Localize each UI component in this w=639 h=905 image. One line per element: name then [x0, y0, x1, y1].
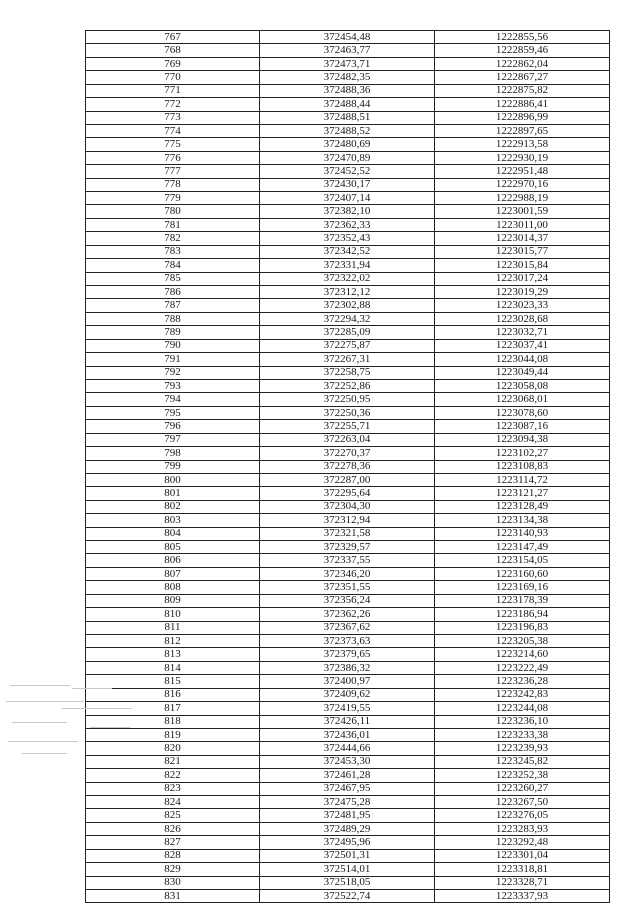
table-row [86, 433, 610, 446]
y-coordinate-cell: 1223244,08 [435, 702, 610, 715]
x-coordinate-cell: 372488,36 [260, 84, 435, 97]
point-number-cell: 782 [86, 232, 260, 245]
y-coordinate-cell: 1222875,82 [435, 84, 610, 97]
point-number-cell: 768 [86, 44, 260, 57]
y-coordinate-cell: 1222862,04 [435, 57, 610, 70]
point-number-cell: 819 [86, 728, 260, 741]
x-coordinate-cell: 372250,95 [260, 393, 435, 406]
x-coordinate-cell: 372331,94 [260, 259, 435, 272]
y-coordinate-cell: 1223121,27 [435, 487, 610, 500]
x-coordinate-cell: 372470,89 [260, 151, 435, 164]
y-coordinate-cell: 1223017,24 [435, 272, 610, 285]
x-coordinate-cell: 372501,31 [260, 849, 435, 862]
y-coordinate-cell: 1223186,94 [435, 608, 610, 621]
y-coordinate-cell: 1223011,00 [435, 218, 610, 231]
point-number-cell: 775 [86, 138, 260, 151]
table-row [86, 420, 610, 433]
table-row [86, 581, 610, 594]
point-number-cell: 829 [86, 863, 260, 876]
x-coordinate-cell: 372287,00 [260, 473, 435, 486]
coordinates-sheet [85, 30, 609, 903]
point-number-cell: 779 [86, 192, 260, 205]
point-number-cell: 825 [86, 809, 260, 822]
x-coordinate-cell: 372514,01 [260, 863, 435, 876]
x-coordinate-cell: 372407,14 [260, 192, 435, 205]
point-number-cell: 794 [86, 393, 260, 406]
x-coordinate-cell: 372278,36 [260, 460, 435, 473]
point-number-cell: 786 [86, 286, 260, 299]
table-row [86, 366, 610, 379]
x-coordinate-cell: 372258,75 [260, 366, 435, 379]
y-coordinate-cell: 1222897,65 [435, 124, 610, 137]
x-coordinate-cell: 372267,31 [260, 353, 435, 366]
y-coordinate-cell: 1223260,27 [435, 782, 610, 795]
point-number-cell: 792 [86, 366, 260, 379]
table-row [86, 487, 610, 500]
table-row [86, 379, 610, 392]
point-number-cell: 820 [86, 742, 260, 755]
x-coordinate-cell: 372302,88 [260, 299, 435, 312]
x-coordinate-cell: 372481,95 [260, 809, 435, 822]
table-row [86, 460, 610, 473]
x-coordinate-cell: 372461,28 [260, 769, 435, 782]
table-row [86, 621, 610, 634]
table-row [86, 836, 610, 849]
x-coordinate-cell: 372252,86 [260, 379, 435, 392]
y-coordinate-cell: 1223252,38 [435, 769, 610, 782]
point-number-cell: 810 [86, 608, 260, 621]
table-row [86, 232, 610, 245]
x-coordinate-cell: 372488,52 [260, 124, 435, 137]
y-coordinate-cell: 1222988,19 [435, 192, 610, 205]
x-coordinate-cell: 372351,55 [260, 581, 435, 594]
table-row [86, 567, 610, 580]
point-number-cell: 797 [86, 433, 260, 446]
point-number-cell: 813 [86, 648, 260, 661]
y-coordinate-cell: 1223236,10 [435, 715, 610, 728]
table-row [86, 138, 610, 151]
x-coordinate-cell: 372263,04 [260, 433, 435, 446]
point-number-cell: 777 [86, 165, 260, 178]
x-coordinate-cell: 372362,26 [260, 608, 435, 621]
x-coordinate-cell: 372409,62 [260, 688, 435, 701]
table-row [86, 71, 610, 84]
table-row [86, 527, 610, 540]
x-coordinate-cell: 372312,12 [260, 286, 435, 299]
table-row [86, 514, 610, 527]
table-row [86, 702, 610, 715]
table-row [86, 755, 610, 768]
table-row [86, 634, 610, 647]
y-coordinate-cell: 1223049,44 [435, 366, 610, 379]
table-row [86, 890, 610, 903]
y-coordinate-cell: 1223169,16 [435, 581, 610, 594]
table-row [86, 124, 610, 137]
point-number-cell: 780 [86, 205, 260, 218]
table-row [86, 98, 610, 111]
x-coordinate-cell: 372352,43 [260, 232, 435, 245]
y-coordinate-cell: 1223214,60 [435, 648, 610, 661]
x-coordinate-cell: 372467,95 [260, 782, 435, 795]
y-coordinate-cell: 1223239,93 [435, 742, 610, 755]
point-number-cell: 804 [86, 527, 260, 540]
point-number-cell: 770 [86, 71, 260, 84]
y-coordinate-cell: 1223134,38 [435, 514, 610, 527]
y-coordinate-cell: 1223276,05 [435, 809, 610, 822]
point-number-cell: 778 [86, 178, 260, 191]
table-row [86, 796, 610, 809]
x-coordinate-cell: 372321,58 [260, 527, 435, 540]
x-coordinate-cell: 372373,63 [260, 634, 435, 647]
y-coordinate-cell: 1223023,33 [435, 299, 610, 312]
y-coordinate-cell: 1222855,56 [435, 31, 610, 44]
point-number-cell: 811 [86, 621, 260, 634]
point-number-cell: 821 [86, 755, 260, 768]
x-coordinate-cell: 372518,05 [260, 876, 435, 889]
table-row [86, 728, 610, 741]
table-row [86, 822, 610, 835]
point-number-cell: 784 [86, 259, 260, 272]
x-coordinate-cell: 372453,30 [260, 755, 435, 768]
table-row [86, 769, 610, 782]
table-row [86, 312, 610, 325]
point-number-cell: 801 [86, 487, 260, 500]
point-number-cell: 791 [86, 353, 260, 366]
table-row [86, 353, 610, 366]
table-row [86, 151, 610, 164]
x-coordinate-cell: 372452,52 [260, 165, 435, 178]
x-coordinate-cell: 372480,69 [260, 138, 435, 151]
point-number-cell: 816 [86, 688, 260, 701]
x-coordinate-cell: 372488,51 [260, 111, 435, 124]
y-coordinate-cell: 1223019,29 [435, 286, 610, 299]
y-coordinate-cell: 1223205,38 [435, 634, 610, 647]
point-number-cell: 808 [86, 581, 260, 594]
point-number-cell: 781 [86, 218, 260, 231]
y-coordinate-cell: 1223044,08 [435, 353, 610, 366]
y-coordinate-cell: 1223233,38 [435, 728, 610, 741]
y-coordinate-cell: 1223301,04 [435, 849, 610, 862]
point-number-cell: 795 [86, 406, 260, 419]
table-row [86, 205, 610, 218]
table-row [86, 272, 610, 285]
point-number-cell: 817 [86, 702, 260, 715]
x-coordinate-cell: 372419,55 [260, 702, 435, 715]
table-row [86, 393, 610, 406]
point-number-cell: 803 [86, 514, 260, 527]
y-coordinate-cell: 1222930,19 [435, 151, 610, 164]
point-number-cell: 790 [86, 339, 260, 352]
y-coordinate-cell: 1223318,81 [435, 863, 610, 876]
y-coordinate-cell: 1223140,93 [435, 527, 610, 540]
y-coordinate-cell: 1222896,99 [435, 111, 610, 124]
table-row [86, 715, 610, 728]
point-number-cell: 818 [86, 715, 260, 728]
table-row [86, 218, 610, 231]
point-number-cell: 771 [86, 84, 260, 97]
table-row [86, 675, 610, 688]
table-row [86, 447, 610, 460]
y-coordinate-cell: 1223058,08 [435, 379, 610, 392]
point-number-cell: 805 [86, 541, 260, 554]
y-coordinate-cell: 1222886,41 [435, 98, 610, 111]
y-coordinate-cell: 1223337,93 [435, 890, 610, 903]
table-row [86, 406, 610, 419]
table-row [86, 178, 610, 191]
x-coordinate-cell: 372495,96 [260, 836, 435, 849]
y-coordinate-cell: 1222970,16 [435, 178, 610, 191]
x-coordinate-cell: 372382,10 [260, 205, 435, 218]
table-row [86, 648, 610, 661]
y-coordinate-cell: 1223245,82 [435, 755, 610, 768]
table-row [86, 31, 610, 44]
table-row [86, 849, 610, 862]
y-coordinate-cell: 1223078,60 [435, 406, 610, 419]
point-number-cell: 823 [86, 782, 260, 795]
point-number-cell: 767 [86, 31, 260, 44]
point-number-cell: 807 [86, 567, 260, 580]
table-row [86, 809, 610, 822]
x-coordinate-cell: 372522,74 [260, 890, 435, 903]
point-number-cell: 826 [86, 822, 260, 835]
x-coordinate-cell: 372285,09 [260, 326, 435, 339]
table-row [86, 554, 610, 567]
x-coordinate-cell: 372294,32 [260, 312, 435, 325]
x-coordinate-cell: 372430,17 [260, 178, 435, 191]
x-coordinate-cell: 372275,87 [260, 339, 435, 352]
point-number-cell: 774 [86, 124, 260, 137]
x-coordinate-cell: 372463,77 [260, 44, 435, 57]
table-row [86, 594, 610, 607]
x-coordinate-cell: 372304,30 [260, 500, 435, 513]
table-row [86, 326, 610, 339]
y-coordinate-cell: 1223267,50 [435, 796, 610, 809]
y-coordinate-cell: 1223154,05 [435, 554, 610, 567]
point-number-cell: 822 [86, 769, 260, 782]
x-coordinate-cell: 372489,29 [260, 822, 435, 835]
x-coordinate-cell: 372337,55 [260, 554, 435, 567]
table-row [86, 863, 610, 876]
point-number-cell: 806 [86, 554, 260, 567]
y-coordinate-cell: 1223015,84 [435, 259, 610, 272]
y-coordinate-cell: 1223178,39 [435, 594, 610, 607]
y-coordinate-cell: 1223015,77 [435, 245, 610, 258]
table-row [86, 192, 610, 205]
y-coordinate-cell: 1223032,71 [435, 326, 610, 339]
x-coordinate-cell: 372426,11 [260, 715, 435, 728]
table-row [86, 782, 610, 795]
table-row [86, 245, 610, 258]
y-coordinate-cell: 1223037,41 [435, 339, 610, 352]
x-coordinate-cell: 372386,32 [260, 661, 435, 674]
point-number-cell: 785 [86, 272, 260, 285]
table-row [86, 286, 610, 299]
y-coordinate-cell: 1223068,01 [435, 393, 610, 406]
y-coordinate-cell: 1222867,27 [435, 71, 610, 84]
point-number-cell: 828 [86, 849, 260, 862]
x-coordinate-cell: 372342,52 [260, 245, 435, 258]
y-coordinate-cell: 1222859,46 [435, 44, 610, 57]
table-row [86, 299, 610, 312]
point-number-cell: 824 [86, 796, 260, 809]
x-coordinate-cell: 372473,71 [260, 57, 435, 70]
y-coordinate-cell: 1223001,59 [435, 205, 610, 218]
y-coordinate-cell: 1223087,16 [435, 420, 610, 433]
x-coordinate-cell: 372356,24 [260, 594, 435, 607]
point-number-cell: 772 [86, 98, 260, 111]
y-coordinate-cell: 1223108,83 [435, 460, 610, 473]
x-coordinate-cell: 372250,36 [260, 406, 435, 419]
table-row [86, 661, 610, 674]
y-coordinate-cell: 1223328,71 [435, 876, 610, 889]
x-coordinate-cell: 372400,97 [260, 675, 435, 688]
point-number-cell: 793 [86, 379, 260, 392]
point-number-cell: 815 [86, 675, 260, 688]
table-row [86, 111, 610, 124]
x-coordinate-cell: 372322,02 [260, 272, 435, 285]
point-number-cell: 814 [86, 661, 260, 674]
x-coordinate-cell: 372329,57 [260, 541, 435, 554]
y-coordinate-cell: 1223014,37 [435, 232, 610, 245]
point-number-cell: 776 [86, 151, 260, 164]
y-coordinate-cell: 1222913,58 [435, 138, 610, 151]
x-coordinate-cell: 372346,20 [260, 567, 435, 580]
table-row [86, 339, 610, 352]
table-row [86, 165, 610, 178]
y-coordinate-cell: 1223283,93 [435, 822, 610, 835]
x-coordinate-cell: 372488,44 [260, 98, 435, 111]
faint-bleed-through-marks [2, 675, 137, 775]
point-number-cell: 787 [86, 299, 260, 312]
x-coordinate-cell: 372436,01 [260, 728, 435, 741]
table-row [86, 742, 610, 755]
point-number-cell: 796 [86, 420, 260, 433]
y-coordinate-cell: 1223196,83 [435, 621, 610, 634]
y-coordinate-cell: 1223128,49 [435, 500, 610, 513]
table-row [86, 876, 610, 889]
point-number-cell: 809 [86, 594, 260, 607]
point-number-cell: 812 [86, 634, 260, 647]
point-number-cell: 798 [86, 447, 260, 460]
point-number-cell: 783 [86, 245, 260, 258]
table-row [86, 541, 610, 554]
x-coordinate-cell: 372475,28 [260, 796, 435, 809]
table-row [86, 473, 610, 486]
x-coordinate-cell: 372312,94 [260, 514, 435, 527]
table-row [86, 608, 610, 621]
y-coordinate-cell: 1223147,49 [435, 541, 610, 554]
y-coordinate-cell: 1223114,72 [435, 473, 610, 486]
x-coordinate-cell: 372270,37 [260, 447, 435, 460]
coordinates-table-body [86, 31, 610, 903]
table-row [86, 44, 610, 57]
y-coordinate-cell: 1223160,60 [435, 567, 610, 580]
y-coordinate-cell: 1223102,27 [435, 447, 610, 460]
y-coordinate-cell: 1223242,83 [435, 688, 610, 701]
point-number-cell: 769 [86, 57, 260, 70]
table-row [86, 84, 610, 97]
point-number-cell: 799 [86, 460, 260, 473]
point-number-cell: 788 [86, 312, 260, 325]
x-coordinate-cell: 372454,48 [260, 31, 435, 44]
y-coordinate-cell: 1223094,38 [435, 433, 610, 446]
point-number-cell: 827 [86, 836, 260, 849]
x-coordinate-cell: 372379,65 [260, 648, 435, 661]
y-coordinate-cell: 1223292,48 [435, 836, 610, 849]
point-number-cell: 830 [86, 876, 260, 889]
table-row [86, 259, 610, 272]
y-coordinate-cell: 1223236,28 [435, 675, 610, 688]
point-number-cell: 789 [86, 326, 260, 339]
x-coordinate-cell: 372362,33 [260, 218, 435, 231]
table-row [86, 688, 610, 701]
point-number-cell: 802 [86, 500, 260, 513]
y-coordinate-cell: 1223028,68 [435, 312, 610, 325]
y-coordinate-cell: 1223222,49 [435, 661, 610, 674]
y-coordinate-cell: 1222951,48 [435, 165, 610, 178]
point-number-cell: 831 [86, 890, 260, 903]
x-coordinate-cell: 372255,71 [260, 420, 435, 433]
point-number-cell: 800 [86, 473, 260, 486]
x-coordinate-cell: 372367,62 [260, 621, 435, 634]
x-coordinate-cell: 372444,66 [260, 742, 435, 755]
point-number-cell: 773 [86, 111, 260, 124]
coordinates-table [85, 30, 610, 903]
x-coordinate-cell: 372482,35 [260, 71, 435, 84]
x-coordinate-cell: 372295,64 [260, 487, 435, 500]
table-row [86, 57, 610, 70]
table-row [86, 500, 610, 513]
